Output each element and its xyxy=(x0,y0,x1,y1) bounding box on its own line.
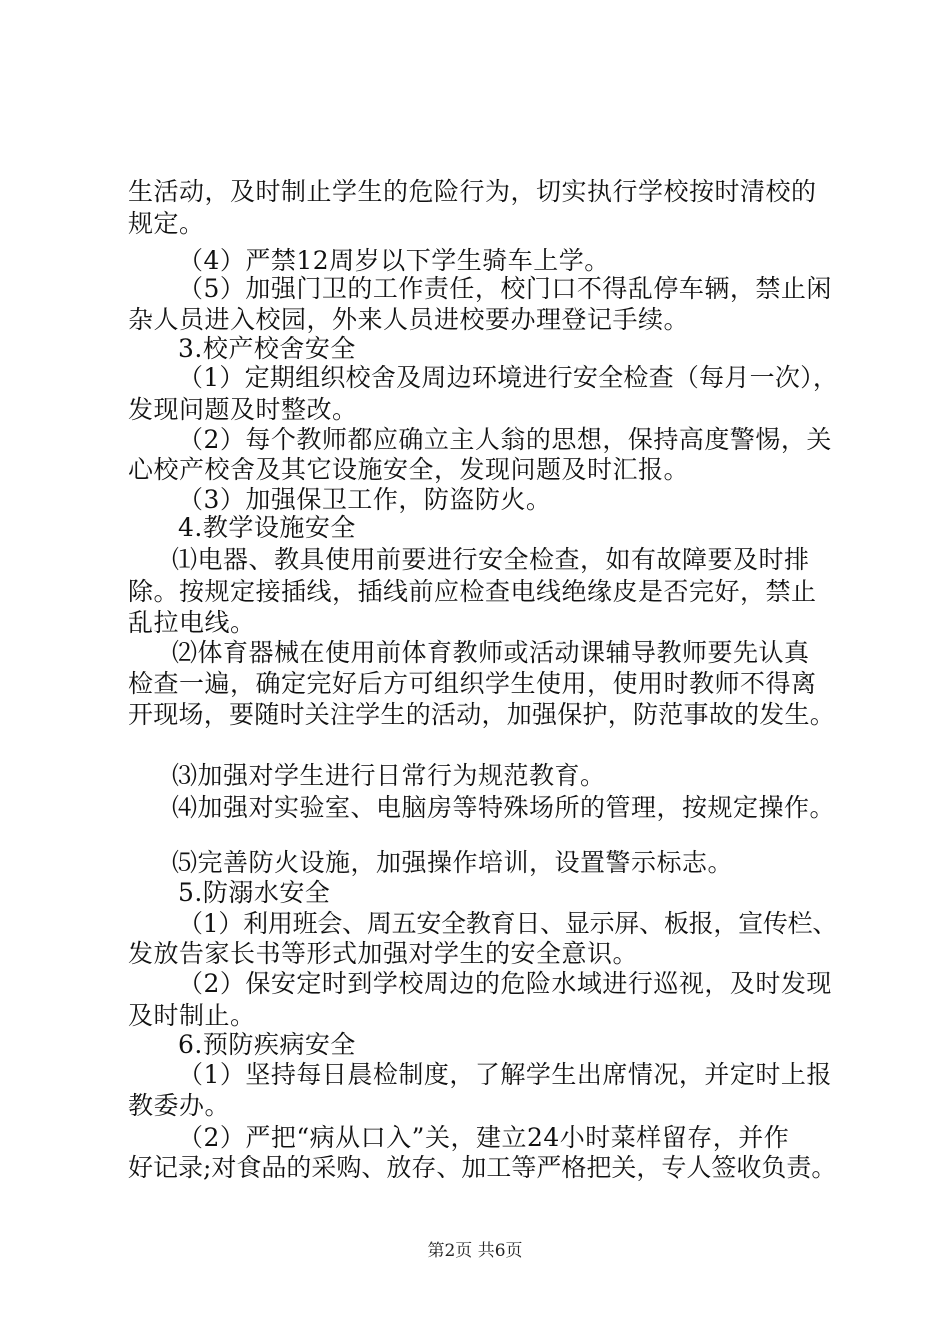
text-line: （1）利用班会、周五安全教育日、显示屏、板报，宣传栏、 xyxy=(178,909,838,938)
section-heading: 4.教学设施安全 xyxy=(178,513,356,542)
text-line: 规定。 xyxy=(128,209,205,238)
text-line: （1）坚持每日晨检制度，了解学生出席情况，并定时上报 xyxy=(178,1060,832,1089)
text-line: （2）保安定时到学校周边的危险水域进行巡视，及时发现 xyxy=(178,969,832,998)
text-line: （2）每个教师都应确立主人翁的思想，保持高度警惕，关 xyxy=(178,425,832,454)
text-line: ⑶加强对学生进行日常行为规范教育。 xyxy=(172,761,606,790)
text-line: 开现场，要随时关注学生的活动，加强保护，防范事故的发生。 xyxy=(128,700,836,729)
text-line: （1）定期组织校舍及周边环境进行安全检查（每月一次）， xyxy=(178,363,839,392)
text-line: （5）加强门卫的工作责任，校门口不得乱停车辆，禁止闲 xyxy=(178,274,832,303)
section-heading: 5.防溺水安全 xyxy=(178,878,331,907)
text-line: 好记录;对食品的采购、放存、加工等严格把关，专人签收负责。 xyxy=(128,1153,837,1182)
text-line: ⑷加强对实验室、电脑房等特殊场所的管理，按规定操作。 xyxy=(172,793,836,822)
text-line: ⑴电器、教具使用前要进行安全检查，如有故障要及时排 xyxy=(172,545,810,574)
text-line: （3）加强保卫工作，防盗防火。 xyxy=(178,485,552,514)
text-line: 发现问题及时整改。 xyxy=(128,395,358,424)
text-line: 除。按规定接插线，插线前应检查电线绝缘皮是否完好，禁止 xyxy=(128,577,817,606)
text-line: 教委办。 xyxy=(128,1091,231,1120)
text-line: 及时制止。 xyxy=(128,1001,256,1030)
text-line: 杂人员进入校园，外来人员进校要办理登记手续。 xyxy=(128,305,690,334)
text-line: 乱拉电线。 xyxy=(128,608,256,637)
section-heading: 6.预防疾病安全 xyxy=(178,1030,356,1059)
text-line: 检查一遍，确定完好后方可组织学生使用，使用时教师不得离 xyxy=(128,669,817,698)
text-line: 生活动，及时制止学生的危险行为，切实执行学校按时清校的 xyxy=(128,177,817,206)
text-line: 发放告家长书等形式加强对学生的安全意识。 xyxy=(128,939,639,968)
text-line: ⑵体育器械在使用前体育教师或活动课辅导教师要先认真 xyxy=(172,638,810,667)
section-heading: 3.校产校舍安全 xyxy=(178,334,356,363)
text-line: 心校产校舍及其它设施安全，发现问题及时汇报。 xyxy=(128,455,690,484)
text-line: （4）严禁12周岁以下学生骑车上学。 xyxy=(178,246,610,275)
text-line: （2）严把“病从口入”关，建立24小时菜样留存，并作 xyxy=(178,1123,790,1152)
page-footer: 第2页 共6页 xyxy=(427,1241,523,1261)
text-line: ⑸完善防火设施，加强操作培训，设置警示标志。 xyxy=(172,848,734,877)
